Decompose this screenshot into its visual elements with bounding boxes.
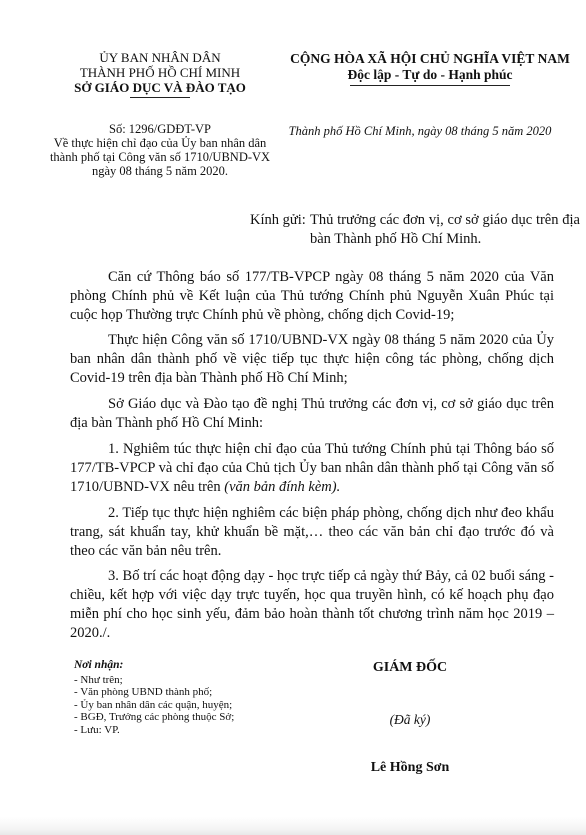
recipient-item: - Lưu: VP. (74, 723, 120, 736)
recipients-block (74, 659, 294, 736)
paragraph-3: Sở Giáo dục và Đào tạo đề nghị Thủ trưởng các đơn vị, cơ sở giáo dục trên địa bàn Thành phố Hồ Chí Minh: (70, 396, 554, 431)
paragraph-6: 3. Bố trí các hoạt động dạy - học trực tiếp cả ngày thứ Bảy, cả 02 buổi sáng - chiều, kết hợp với việc dạy trực tuyến, học qua truyền hình, có kế hoạch phụ đạo miễn phí cho học sinh yếu, đảm bảo hoàn thành tốt chương trình năm học 2019 – 2020./. (70, 568, 554, 641)
paragraph-1: Căn cứ Thông báo số 177/TB-VPCP ngày 08 tháng 5 năm 2020 của Văn phòng Chính phủ về Kết luận của Thủ tướng Chính phủ Nguyễn Xuân Phúc tại cuộc họp Thường trực Chính phủ về phòng, chống dịch Covid-19; (70, 269, 554, 323)
recipient-item: - Như trên; (74, 673, 123, 686)
subject-line-3: ngày 08 tháng 5 năm 2020. (91, 164, 229, 178)
recipient-item: - Ủy ban nhân dân các quận, huyện; (74, 698, 233, 711)
page-edge-shadow (0, 817, 586, 835)
subject-line-1: Về thực hiện chỉ đạo của Ủy ban nhân dân (53, 136, 267, 150)
signed-note: (Đã ký) (389, 712, 431, 727)
recipients-title: Nơi nhận: (74, 659, 124, 671)
issuer-underline (130, 97, 190, 98)
motto: Độc lập - Tự do - Hạnh phúc (347, 67, 513, 82)
issuer-line-2: THÀNH PHỐ HỒ CHÍ MINH (79, 65, 241, 80)
issuer-line-3: SỞ GIÁO DỤC VÀ ĐÀO TẠO (74, 80, 246, 95)
document-number: Số: 1296/GDĐT-VP (109, 122, 211, 136)
recipient-item: - BGĐ, Trưởng các phòng thuộc Sở; (74, 711, 235, 723)
recipient-item: - Văn phòng UBND thành phố; (74, 686, 213, 698)
signer-name: Lê Hồng Sơn (370, 760, 450, 775)
paragraph-4 (70, 440, 554, 497)
motto-underline (350, 85, 510, 86)
signer-title: GIÁM ĐỐC (372, 660, 448, 675)
issuer-block (40, 50, 280, 98)
subject-line-2: thành phố tại Công văn số 1710/UBND-VX (49, 150, 271, 164)
paragraph-2: Thực hiện Công văn số 1710/UBND-VX ngày 08 tháng 5 năm 2020 của Ủy ban nhân dân thành phố về việc tiếp tục thực hiện công tác phòng, chống dịch Covid-19 trên địa bàn Thành phố Hồ Chí Minh; (70, 332, 554, 386)
date-line: Thành phố Hồ Chí Minh, ngày 08 tháng 5 năm 2020 (288, 124, 552, 138)
addressee-text: Thủ trưởng các đơn vị, cơ sở giáo dục trên địa bàn Thành phố Hồ Chí Minh. (310, 212, 580, 247)
national-motto-block (290, 51, 570, 86)
addressee-label: Kính gửi: (250, 212, 306, 228)
paragraph-5: 2. Tiếp tục thực hiện nghiêm các biện pháp phòng, chống dịch như đeo khẩu trang, sát khuẩn tay, khử khuẩn bề mặt,… theo các văn bản chỉ đạo trước đó và theo các văn bản nêu trên. (70, 505, 554, 559)
paragraph-4-main: 1. Nghiêm túc thực hiện chỉ đạo của Thủ tướng Chính phủ tại Thông báo số 177/TB-VPCP và chỉ đạo của Chủ tịch Ủy ban nhân dân thành phố tại Công văn số 1710/UBND-VX nêu trên (70, 441, 554, 495)
issuer-line-1: ỦY BAN NHÂN DÂN (99, 50, 221, 65)
reference-block (40, 122, 280, 178)
paragraph-4-note: (văn bản đính kèm). (224, 479, 341, 495)
country-name: CỘNG HÒA XÃ HỘI CHỦ NGHĨA VIỆT NAM (290, 51, 570, 66)
